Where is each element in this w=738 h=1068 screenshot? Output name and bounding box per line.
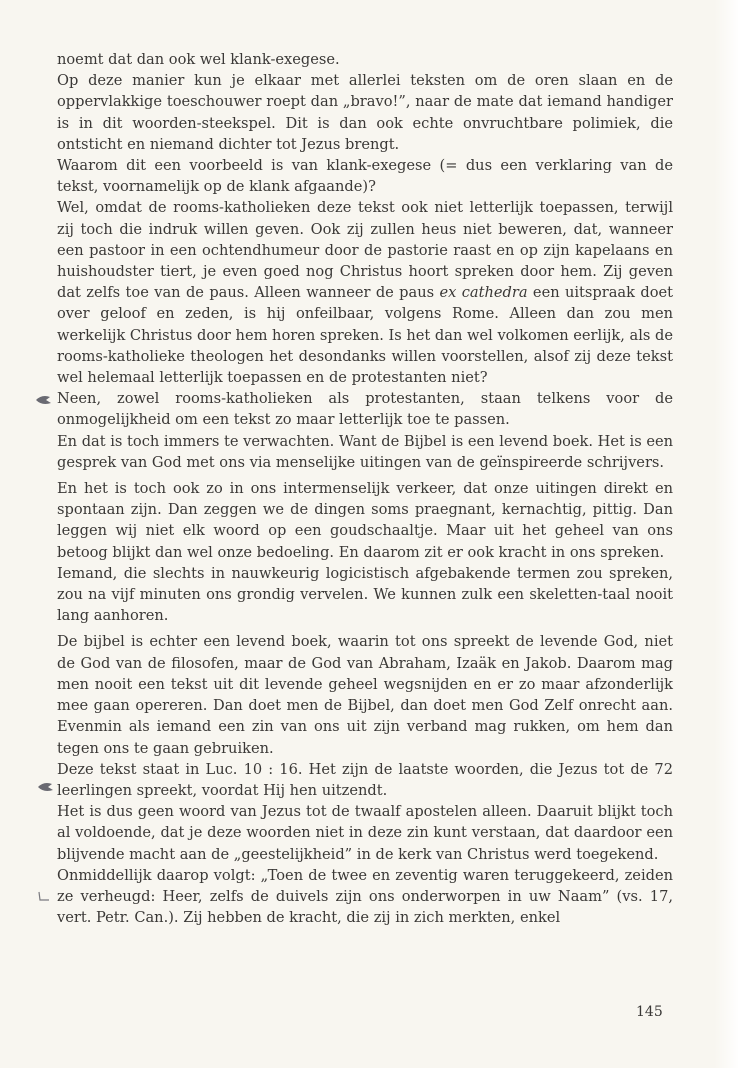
paragraph-11: Het is dus geen woord van Jezus tot de twaalf apostelen alleen. Daaruit blijkt toch al voldoende, dat je deze woorden niet in deze zin kunt verstaan, dat daardoor een blijvende macht aan de „geestelijkheid” in de kerk van Christus werd toegekend. [57,803,673,863]
paragraph-9: De bijbel is echter een levend boek, waarin tot ons spreekt de levende God, niet de God van de filosofen, maar de God van Abraham, Izaäk en Jakob. Daarom mag men nooit een tekst uit dit levende geheel wegsnijden en er zo maar afzonderlijk mee gaan opereren. Dan doet men de Bijbel, dan doet men God Zelf onrecht aan. Evenmin als iemand een zin van ons uit zijn verband mag rukken, om hem dan tegen ons te gaan gebruiken. [57,633,673,757]
paragraph-1: noemt dat dan ook wel klank-exegese. [57,51,340,68]
page-edge [714,0,738,1068]
margin-arrow-mark-icon [34,393,54,407]
paragraph-6: En dat is toch immers te verwachten. Want de Bijbel is een levend boek. Het is een gesprek van God met ons via menselijke uitingen van de geïnspireerde schrijvers. [57,432,673,471]
paragraph-10: Deze tekst staat in Luc. 10 : 16. Het zijn de laatste woorden, die Jezus tot de 72 leerlingen spreekt, voordat Hij hen uitzendt. [57,760,673,799]
paragraph-4: Wel, omdat de rooms-katholieken deze tekst ook niet letterlijk toepassen, terwijl zij toch die indruk willen geven. Ook zij zullen heus niet beweren, dat, wanneer een pastoor in een ochtendhumeur door de pastorie raast en op zijn kapelaans en huishoudster tiert, je even goed nog Christus hoort spreken door hem. Zij geven dat zelfs toe van de paus. Alleen wanneer de paus ex cathedra een uitspraak doet over geloof en zeden, is hij onfeilbaar, volgens Rome. Alleen dan zou men werkelijk Christus door hem horen spreken. Is het dan wel volkomen eerlijk, als de rooms-katholieke theologen het desondanks willen voorstellen, alsof zij deze tekst wel helemaal letterlijk toepassen en de protestanten niet? [57,199,673,387]
paragraph-8: Iemand, die slechts in nauwkeurig logicistisch afgebakende termen zou spreken, zou na vijf minuten ons grondig vervelen. We kunnen zulk een skeletten-taal nooit lang aanhoren. [57,564,673,625]
body-text [57,49,673,928]
page-number: 145 [636,1004,663,1020]
paragraph-2: Op deze manier kun je elkaar met allerlei teksten om de oren slaan en de oppervlakkige toeschouwer roept dan „bravo!”, naar de mate dat iemand handiger is in dit woorden-steekspel. Dit is dan ook echte onvruchtbare polimiek, die ontsticht en niemand dichter tot Jezus brengt. [57,72,673,153]
margin-pencil-mark-icon [36,890,56,904]
paragraph-7: En het is toch ook zo in ons intermenselijk verkeer, dat onze uitingen direkt en spontaan zijn. Dan zeggen we de dingen soms praegnant, kernachtig, pittig. Dan leggen wij niet elk woord op een goudschaaltje. Maar uit het geheel van ons betoog blijkt dan wel onze bedoeling. En daarom zit er ook kracht in ons spreken. [57,480,673,561]
paragraph-5: Neen, zowel rooms-katholieken als protestanten, staan telkens voor de onmogelijkheid om een tekst zo maar letterlijk toe te passen. [57,390,673,429]
italic-phrase: ex cathedra [439,284,528,302]
margin-arrow-mark-icon [36,780,56,794]
paragraph-12: Onmiddellijk daarop volgt: „Toen de twee en zeventig waren teruggekeerd, zeiden ze verheugd: Heer, zelfs de duivels zijn ons onderworpen in uw Naam” (vs. 17, vert. Petr. Can.). Zij hebben de kracht, die zij in zich merkten, enkel [57,866,673,927]
paragraph-3: Waarom dit een voorbeeld is van klank-exegese (= dus een verklaring van de tekst, voornamelijk op de klank afgaande)? [57,157,673,196]
